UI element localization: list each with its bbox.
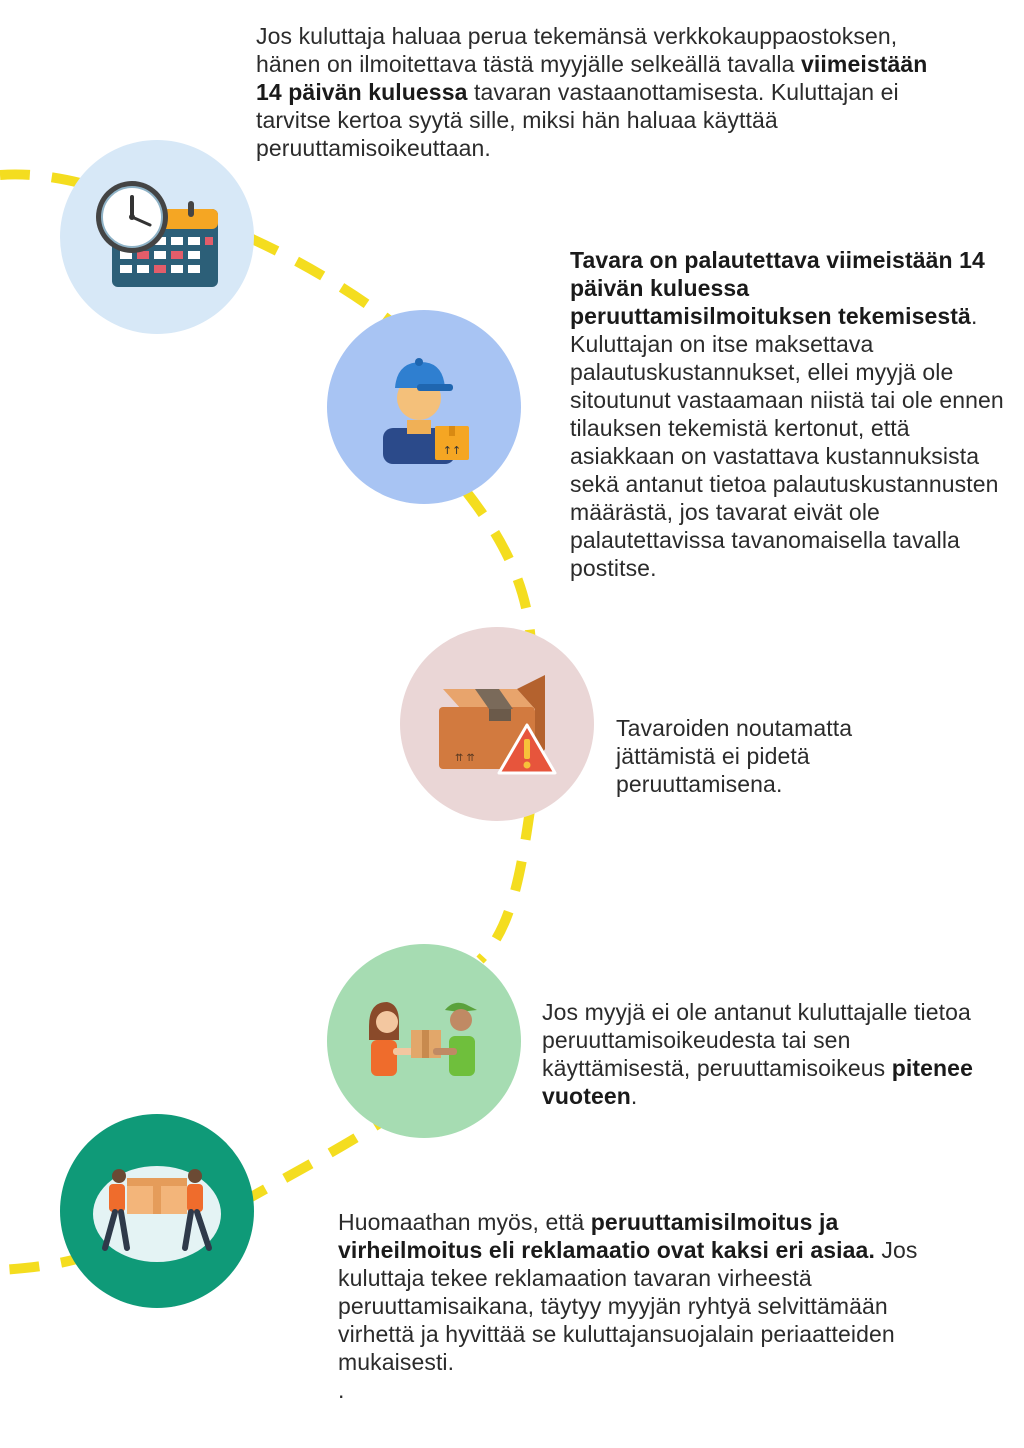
step4-text: Jos myyjä ei ole antanut kuluttajalle tietoa peruuttamisoikeudesta tai sen käyttämisestä, peruuttamisoikeus pitenee vuoteen. — [542, 999, 973, 1109]
step2-icon-circle — [327, 310, 521, 504]
delivery-worker-icon — [369, 350, 479, 465]
box-warning-icon — [435, 669, 560, 779]
package-handover-icon — [359, 996, 489, 1086]
svg-text:⇈ ⇈: ⇈ ⇈ — [454, 753, 475, 764]
step5-text: Huomaathan myös, että peruuttamisilmoitus ja virheilmoitus eli reklamaatio ovat kaksi eri asiaa. Jos kuluttaja tekee reklamaation tavaran virheestä peruuttamisaikana, täytyy myyjän ryhtyä selvittämään virhettä ja hyvittää se kuluttajansuojalain periaatteiden mukaisesti. . — [338, 1209, 918, 1403]
step1-text: Jos kuluttaja haluaa perua tekemänsä verkkokauppaostoksen, hänen on ilmoitettava tästä myyjälle selkeällä tavalla viimeistään 14 päivän kuluessa tavaran vastaanottamisesta. Kuluttajan ei tarvitse kertoa syytä sille, miksi hän haluaa käyttää peruuttamisoikeuttaan. — [256, 23, 928, 161]
carrying-box-icon — [87, 1156, 227, 1266]
step2-text: Tavara on palautettava viimeistään 14 päivän kuluessa peruuttamisilmoituksen tekemisestä. Kuluttajan on itse maksettava palautuskustannukset, ellei myyjä ole sitoutunut vastaamaan niistä tai ole ennen tilauksen tekemistä kertonut, että asiakkaan on vastattava kustannuksista sekä antanut tietoa palautuskustannusten määrästä, jos tavarat eivät ole palautettavissa tavanomaisella tavalla postitse. — [570, 247, 1004, 581]
step5-icon-circle — [60, 1114, 254, 1308]
step3-icon-circle — [400, 627, 594, 821]
step3-text: Tavaroiden noutamatta jättämistä ei pidetä peruuttamisena. — [616, 715, 853, 797]
svg-text:↑↑: ↑↑ — [442, 443, 462, 457]
calendar-clock-icon — [92, 177, 222, 297]
step4-icon-circle — [327, 944, 521, 1138]
step1-icon-circle — [60, 140, 254, 334]
